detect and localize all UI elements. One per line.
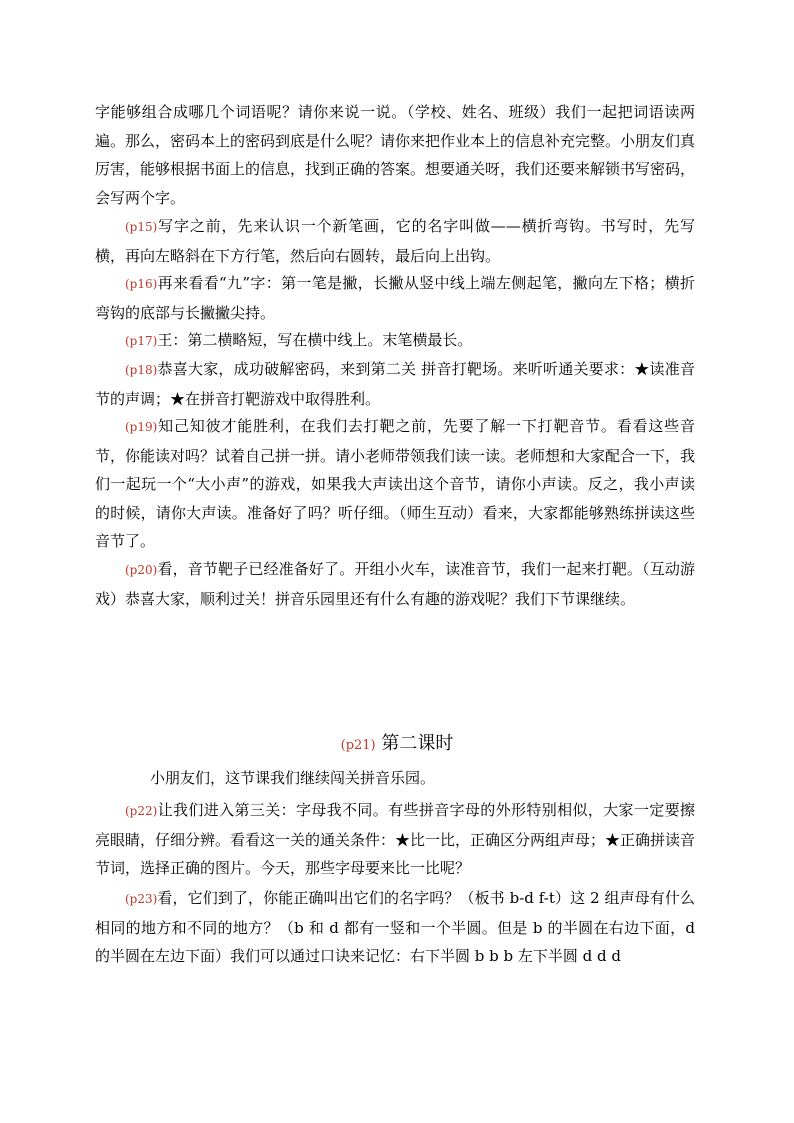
- paragraph-text: 字能够组合成哪几个词语呢？请你来说一说。（学校、姓名、班级）我们一起把词语读两遍。那么，密码本上的密码到底是什么呢？请你来把作业本上的信息补充完整。小朋友们真厉害，能够根据书面上的信息，找到正确的答案。想要通关呀，我们还要来解锁书写密码，会写两个字。: [95, 103, 696, 207]
- paragraph-p19: [95, 412, 695, 556]
- page-marker: (p17): [125, 334, 158, 348]
- heading-text: 第二课时: [381, 733, 454, 754]
- section-heading: [0, 729, 794, 761]
- page-marker: (p18): [125, 363, 158, 377]
- paragraph-lesson2-intro: [95, 764, 695, 793]
- page-marker: (p22): [125, 804, 158, 818]
- page-marker: (p19): [125, 420, 158, 434]
- paragraph-p23: [95, 884, 695, 971]
- paragraph-text: 恭喜大家，成功破解密码，来到第二关 拼音打靶场。来听听通关要求：★读准音节的声调；★在拼音打靶游戏中取得胜利。: [95, 360, 695, 408]
- page-marker: (p23): [125, 892, 158, 906]
- paragraph-p22: [95, 796, 695, 883]
- paragraph-text: 让我们进入第三关：字母我不同。有些拼音字母的外形特别相似，大家一定要擦亮眼睛，仔细分辨。看看这一关的通关条件：★比一比，正确区分两组声母；★正确拼读音节词，选择正确的图片。今天，那些字母要来比一比呢？: [95, 801, 696, 877]
- paragraph-p17: [95, 326, 695, 356]
- paragraph-text: 看，音节靶子已经准备好了。开组小火车，读准音节，我们一起来打靶。（互动游戏）恭喜大家，顺利过关！拼音乐园里还有什么有趣的游戏呢？我们下节课继续。: [95, 560, 695, 608]
- page-marker: (p21): [340, 738, 376, 753]
- paragraph-p20: [95, 555, 695, 613]
- page-marker: (p20): [125, 563, 158, 577]
- paragraph-text: 王：第二横略短，写在横中线上。末笔横最长。: [157, 331, 473, 349]
- paragraph-p18: [95, 355, 695, 413]
- paragraph-text: 知己知彼才能胜利，在我们去打靶之前，先要了解一下打靶音节。看看这些音节，你能读对吗？试着自己拼一拼。请小老师带领我们读一读。老师想和大家配合一下，我们一起玩一个“大小声”的游戏，如果我大声读出这个音节，请你小声读。反之，我小声读的时候，请你大声读。准备好了吗？听仔细。（师生互动）看来，大家都能够熟练拼读这些音节了。: [95, 417, 696, 550]
- paragraph-p16: [95, 269, 695, 327]
- paragraph-text: 写字之前，先来认识一个新笔画，它的名字叫做——横折弯钩。书写时，先写横，再向左略斜在下方行笔，然后向右圆转，最后向上出钩。: [95, 217, 695, 265]
- paragraph-text: 看，它们到了，你能正确叫出它们的名字吗？（板书 b-d f-t）这 2 组声母有什么相同的地方和不同的地方？（b 和 d 都有一竖和一个半圆。但是 b 的半圆在右边下面，d 的半圆在左边下面）我们可以通过口诀来记忆：右下半圆 b b b 左下半圆 d d d: [95, 889, 695, 965]
- paragraph-text: 小朋友们，这节课我们继续闯关拼音乐园。: [150, 769, 436, 787]
- page-marker: (p15): [125, 220, 158, 234]
- paragraph-text: 再来看看“九”字：第一笔是撇，长撇从竖中线上端左侧起笔，撇向左下格；横折弯钩的底部与长撇撇尖持。: [95, 274, 695, 322]
- paragraph-intro: [95, 98, 695, 212]
- page-marker: (p16): [125, 277, 158, 291]
- paragraph-p15: [95, 212, 695, 270]
